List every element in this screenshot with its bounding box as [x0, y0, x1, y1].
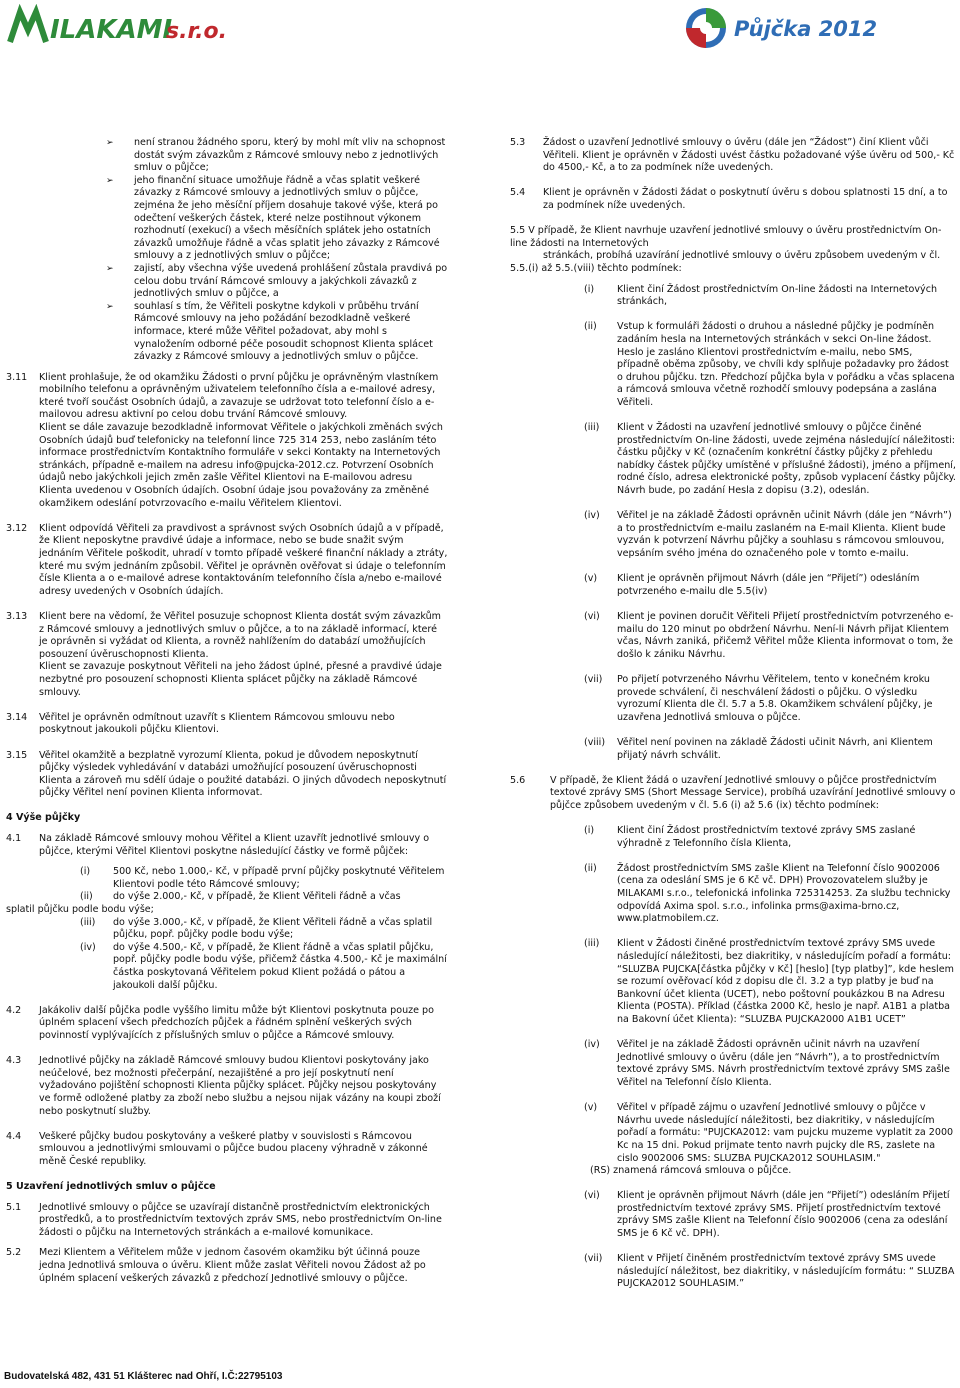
- heading-5: 5 Uzavření jednotlivých smluv o půjčce: [6, 1181, 216, 1193]
- list-item: (iii) Klient v Žádosti činěné prostřednictvím textové zprávy SMS uvede následující náležitosti, bez diakritiky, v následujícím pořadí a formátu: “SLUZBA PUJCKA[částka půjčky v Kč] [heslo] [typ platby]”, kde heslem se rozumí ověřovací kód z dopisu dle čl. 3.2 a typ platby je buď na Bankovní účet klienta (UCET), nebo poštovní poukázkou B na Adresu Klienta (POSTA). Příklad (částka 2000 Kč, heslo je např. A1B1 a platba na Bakovní účet Klienta): “SLUZBA PUJCKA2000 A1B1 UCET”: [584, 938, 954, 1025]
- list-item: (iv) do výše 4.500,- Kč, v případě, že Klient řádně a včas splatil půjčku, popř. půjčky podle bodu výše, přičemž částka 4.500,- Kč je maximální částka poskytovaná Věřitelem pokud Klient požádá o pátou a jakoukoli další půjčku.: [80, 941, 447, 991]
- arrow-bullet-icon: ➢: [106, 301, 114, 312]
- list-item: (i) Klient činí Žádost prostřednictvím textové zprávy SMS zaslané výhradně z Telefonního čísla Klienta,: [584, 825, 916, 849]
- list-item: (vii) Po přijetí potvrzeného Návrhu Věřitelem, tento v konečném kroku provede schválení, či neschválení žádosti o půjčku. O výsledku vyrozumí Klienta dle čl. 5.7 a 5.8. Okamžikem schválení půjčky, je uzavřena Jednotlivá smlouva o půjčce.: [584, 673, 933, 723]
- arrow-bullet-icon: ➢: [106, 138, 114, 148]
- section-3-12: 3.12 Klient odpovídá Věřiteli za pravdivost a správnost svých Osobních údajů a v případě, že Klient neposkytne pravdivé údaje a informace, nebo se bude snažit svým jednáním Věřitele poškodit, uhradí v tomto případě veškeré finanční náklady a ztráty, které mu svým jednáním způsobil. Věřitel je oprávněn ověřovat si údaje o telefonním čísle Klienta a o e-mailové adrese kontaktováním telefonního čísla a/nebo e-mailové adresy uvedených v Osobních údajích.: [6, 522, 448, 597]
- heading-4: 4 Výše půjčky: [6, 812, 81, 824]
- list-item: (ii) Žádost prostřednictvím SMS zašle Klient na Telefonní číslo 9002006 (cena za odeslání SMS je 6 Kč vč. DPH) Provozovatelem služby je MILAKAMI s.r.o., telefonická infolinka 725314253. Za službu technicky odpovídá Axima spol. s.r.o., infolinka prms@axima-brno.cz, www.platmobilem.cz.: [584, 862, 951, 925]
- section-5-4: 5.4 Klient je oprávněn v Žádosti žádat o poskytnutí úvěru s dobou splatnosti 15 dní, a to za podmínek níže uvedených.: [510, 187, 948, 211]
- list-item: (iv) Věřitel je na základě Žádosti oprávněn učinit Návrh (dále jen “Návrh”) a to prostřednictvím e-mailu zaslaném na E-mail Klienta. Klient bude vyzván k potvrzení Návrhu půjčky a souhlasu s rámcovou smlouvou, vepsáním svého jména do označeného pole v tomto e-mailu.: [584, 510, 952, 559]
- section-4-4: 4.4 Veškeré půjčky budou poskytovány a veškeré platby v souvislosti s Rámcovou smlouvou a jednotlivými smlouvami o půjčce budou placeny výhradně v zákonné měně České republiky.: [6, 1130, 428, 1167]
- list-item: (iii) do výše 3.000,- Kč, v případě, že Klient Věřiteli řádně a včas splatil půjčku, popř. půjčky podle bodu výše;: [80, 916, 433, 941]
- list-item: (vi) Klient je povinen doručit Věřiteli Přijetí prostřednictvím potvrzeného e-mailu do 120 minut po obdržení Návrhu. Není-li Návrh přijat Klientem včas, Návrh zaniká, přičemž Věřitel může Klienta informovat o tom, že došlo k zániku Návrhu.: [584, 610, 954, 660]
- list-item: ➢ souhlasí s tím, že Věřiteli poskytne kdykoli v průběhu trvání Rámcové smlouvy na jeho požádání bezodkladně veškeré informace, které může Věřitel požadovat, aby mohl s vynaložením odborné péče posoudit schopnost Klienta splácet závazky z Rámcové smlouvy a jednotlivých smluv o půjčce.: [106, 300, 433, 363]
- list-item: (viii) Věřitel není povinen na základě Žádosti učinit Návrh, ani Klientem přijatý návrh schválit.: [584, 736, 933, 761]
- left-column: [6, 137, 448, 1285]
- section-5-2: 5.2 Mezi Klientem a Věřitelem může v jednom časovém okamžiku být účinná pouze jedna Jednotlivá smlouva o úvěru. Klient může zaslat Věřiteli novou Žádost až po úplném splacení veškerých závazků z předchozí Jednotlivé smlouvy o půjčce.: [6, 1247, 426, 1284]
- svg-text:s.r.o.: s.r.o.: [166, 19, 227, 44]
- svg-text:Půjčka 2012: Půjčka 2012: [734, 17, 878, 41]
- section-4-1: 4.1 Na základě Rámcové smlouvy mohou Věřitel a Klient uzavřít jednotlivé smlouvy o půjčce, kterými Věřitel Klientovi poskytne následující částky ve formě půjček:: [6, 833, 430, 857]
- section-3-15: 3.15 Věřitel okamžitě a bezplatně vyrozumí Klienta, pokud je důvodem neposkytnutí půjčky výsledek vyhledávání v databázi umožňující posouzení úvěruschopnosti Klienta a zároveň mu sdělí údaje o použité databázi. O jiných důvodech neposkytnutí půjčky Věřitel není povinen Klienta informovat.: [6, 749, 447, 799]
- rs-note: (RS) znamená rámcová smlouva o půjčce.: [590, 1165, 792, 1177]
- list-item: ➢ jeho finanční situace umožňuje řádně a včas splatit veškeré závazky z Rámcové smlouvy a jednotlivých smluv o půjčce, zejména že jeho měsíční příjem dosahuje takové výše, která po odečtení veškerých částek, které nelze postihnout výkonem rozhodnutí (exekucí) a všech měsíčních splátek jeho ostatních závazků umožňuje řádně a včas splatit jeho závazky z Rámcové smlouvy a z jednotlivých smluv o půjčce;: [106, 174, 440, 262]
- section-3-14: 3.14 Věřitel je oprávněn odmítnout uzavřít s Klientem Rámcovou smlouvu nebo poskytnout jakoukoli půjčku Klientovi.: [6, 711, 395, 736]
- svg-text:ILAKAMI: ILAKAMI: [50, 15, 173, 45]
- arrow-bullet-icon: ➢: [106, 175, 114, 186]
- section-5-5: 5.5 V případě, že Klient navrhuje uzavření jednotlivé smlouvy o úvěru prostřednictvím On-line žádosti na Internetových stránkách, probíhá uzavírání jednotlivé smlouvy o úvěru způsobem uvedeným v čl. 5.5.(i) až 5.5.(viii) těchto podmínek:: [510, 225, 942, 274]
- list-item: (v) Klient je oprávněn přijmout Návrh (dále jen “Přijetí”) odesláním potvrzeného e-mailu dle 5.5(iv): [584, 573, 920, 597]
- arrow-bullet-icon: ➢: [106, 263, 114, 274]
- list-item-continuation: splatil půjčku podle bodu výše;: [6, 904, 154, 916]
- list-item: (vi) Klient je oprávněn přijmout Návrh (dále jen “Přijetí”) odesláním Přijetí prostřednictvím textové zprávy SMS. Přijetí prostřednictvím textové zprávy SMS zašle Klient na Telefonní číslo 9002006 (cena za odeslání SMS je 6 Kč vč. DPH).: [584, 1190, 950, 1240]
- footer-address: Budovatelská 482, 431 51 Klášterec nad Ohří, I.Č:22795103: [4, 1371, 283, 1382]
- pujcka-2012-logo: [596, 6, 956, 50]
- list-item: (v) Věřitel v případě zájmu o uzavření Jednotlivé smlouvy o půjčce v Návrhu uvede následující náležitosti, bez diakritiky, v následujícím pořadí a formátu: "PUJCKA2012: vam pujcku muzeme vyplatit za 2000 Kc na 15 dni. Pokud prijmate tento navrh pujcky dle RS, zaslete na cislo 9002006 SMS: SLUZBA PUJCKA2012 SOUHLASIM.": [584, 1102, 954, 1164]
- list-item: (vii) Klient v Přijetí činěném prostřednictvím textové zprávy SMS uvede následující náležitost, bez diakritiky, v následujícím formátu: “ SLUZBA PUJCKA2012 SOUHLASIM.”: [584, 1253, 955, 1290]
- milakami-logo: [6, 4, 246, 48]
- section-3-13: 3.13 Klient bere na vědomí, že Věřitel posuzuje schopnost Klienta dostát svým závazkům z Rámcové smlouvy a jednotlivých smluv o půjčce, a to na základě informací, které je oprávněn si vyžádat od Klienta, a rovněž nahlížením do databází umožňujících posouzení úvěruschopnosti Klienta. Klient se zavazuje poskytnout Věřiteli na jeho žádost úplné, přesné a pravdivé údaje nezbytné pro posouzení schopnosti Klienta splácet půjčky na základě Rámcové smlouvy.: [6, 610, 442, 698]
- section-4-2: 4.2 Jakákoliv další půjčka podle vyššího limitu může být Klientovi poskytnuta pouze po úplném splacení všech předchozích půjček a řádném splnění veškerých svých povinností vyplývajících z příslušných smluv o půjčce a Rámcové smlouvy.: [6, 1004, 434, 1041]
- section-3-11: 3.11 Klient prohlašuje, že od okamžiku Žádosti o první půjčku je oprávněným vlastníkem mobilního telefonu a oprávněným uživatelem telefonního čísla a e-mailové adresy, které tvoří součást Osobních údajů, a zavazuje se udržovat toto telefonní číslo a e-mailovou adresu aktivní po celou dobu trvání Rámcové smlouvy. Klient se dále zavazuje bezodkladně informovat Věřitele o jakýchkoli změnách svých Osobních údajů buď telefonicky na telefonní lince 725 314 253, nebo zasláním této informace prostřednictvím Kontaktního formuláře v sekci Kontakty na Internetových stránkách, případně e-mailem na adresu info@pujcka-2012.cz. Potvrzení Osobních údajů nebo jakýchkoli jejich změn zašle Věřitel Klientovi na E-mailovou adresu Klienta uvedenou v Osobních údajích. Osobní údaje jsou považovány za změněné okamžikem odeslání potvrzovacího e-mailu Věřitelem Klientovi.: [6, 371, 443, 509]
- list-item: (iii) Klient v Žádosti na uzavření jednotlivé smlouvy o půjčce činěné prostřednictvím On-line žádosti, uvede zejména následující náležitosti: částku půjčky v Kč (označením konkrétní částky půjčky z přehledu nabídky částek půjčky umístěné v příslušné žádosti), jméno a příjmení, rodné číslo, adresa elektronické pošty, způsob vyplacení částky půjčky. Návrh bude, po zadání Hesla z dopisu (3.2), odeslán.: [584, 422, 956, 497]
- right-column: [510, 137, 956, 1291]
- list-item: (iv) Věřitel je na základě Žádosti oprávněn učinit návrh na uzavření Jednotlivé smlouvy o úvěru (dále jen “Návrh”), a to prostřednictvím textové zprávy SMS. Návrh prostřednictvím textové zprávy SMS zašle Věřitel na Telefonní číslo Klienta.: [584, 1039, 950, 1088]
- list-item: ➢ není stranou žádného sporu, který by mohl mít vliv na schopnost dostát svým závazkům z Rámcové smlouvy nebo z jednotlivých smluv o půjčce;: [106, 137, 446, 174]
- list-item: (ii) Vstup k formuláři žádosti o druhou a následné půjčky je podmíněn zadáním hesla na Internetových stránkách v sekci On-line žádost. Heslo je zasláno Klientovi prostřednictvím e-mailu, nebo SMS, případně oběma způsoby, ve chvíli kdy splňuje požadavky pro žádost o druhou půjčku. tzn. Předchozí půjčka byla v pořádku a včas splacena a rámcová smlouva včetně rozhodčí smlouvy podepsána a zaslána Věřiteli.: [584, 321, 955, 408]
- list-item: (ii) do výše 2.000,- Kč, v případě, že Klient Věřiteli řádně a včas: [80, 891, 401, 903]
- list-item: (i) 500 Kč, nebo 1.000,- Kč, v případě první půjčky poskytnuté Věřitelem Klientovi podle této Rámcové smlouvy;: [80, 866, 445, 890]
- section-5-6: 5.6 V případě, že Klient žádá o uzavření Jednotlivé smlouvy o půjčce prostřednictvím textové zprávy SMS (Short Message Service), probíhá uzavírání Jednotlivé smlouvy o půjčce způsobem uvedeným v čl. 5.6 (i) až 5.6 (ix) těchto podmínek:: [510, 774, 956, 811]
- section-4-3: 4.3 Jednotlivé půjčky na základě Rámcové smlouvy budou Klientovi poskytovány jako neúčelové, bez možnosti přečerpání, nezajištěné a pro její poskytnutí není vyžadováno pojištění schopnosti Klienta půjčky splácet. Půjčky nejsou poskytovány ve formě odložené platby za zboží nebo službu a nejsou nijak vázány na koupi zboží nebo poskytnutí služby.: [6, 1055, 441, 1117]
- section-5-1: 5.1 Jednotlivé smlouvy o půjčce se uzavírají distančně prostřednictvím elektronických prostředků, a to prostřednictvím textových zpráv SMS, nebo prostřednictvím On-line žádosti o půjčku na Internetových stránkách a e-mailové komunikace.: [6, 1201, 442, 1238]
- list-item: (i) Klient činí Žádost prostřednictvím On-line žádosti na Internetových stránkách,: [584, 283, 937, 308]
- page-header: [0, 0, 960, 52]
- section-5-3: 5.3 Žádost o uzavření Jednotlivé smlouvy o úvěru (dále jen “Žádost”) činí Klient vůči Věřiteli. Klient je oprávněn v Žádosti uvést částku požadované výše úvěru od 500,- Kč do 4500,- Kč, a to za podmínek níže uvedených.: [510, 137, 955, 174]
- list-item: ➢ zajistí, aby všechna výše uvedená prohlášení zůstala pravdivá po celou dobu trvání Rámcové smlouvy a jakýchkoli závazků z jednotlivých smluv o půjčce, a: [106, 262, 448, 300]
